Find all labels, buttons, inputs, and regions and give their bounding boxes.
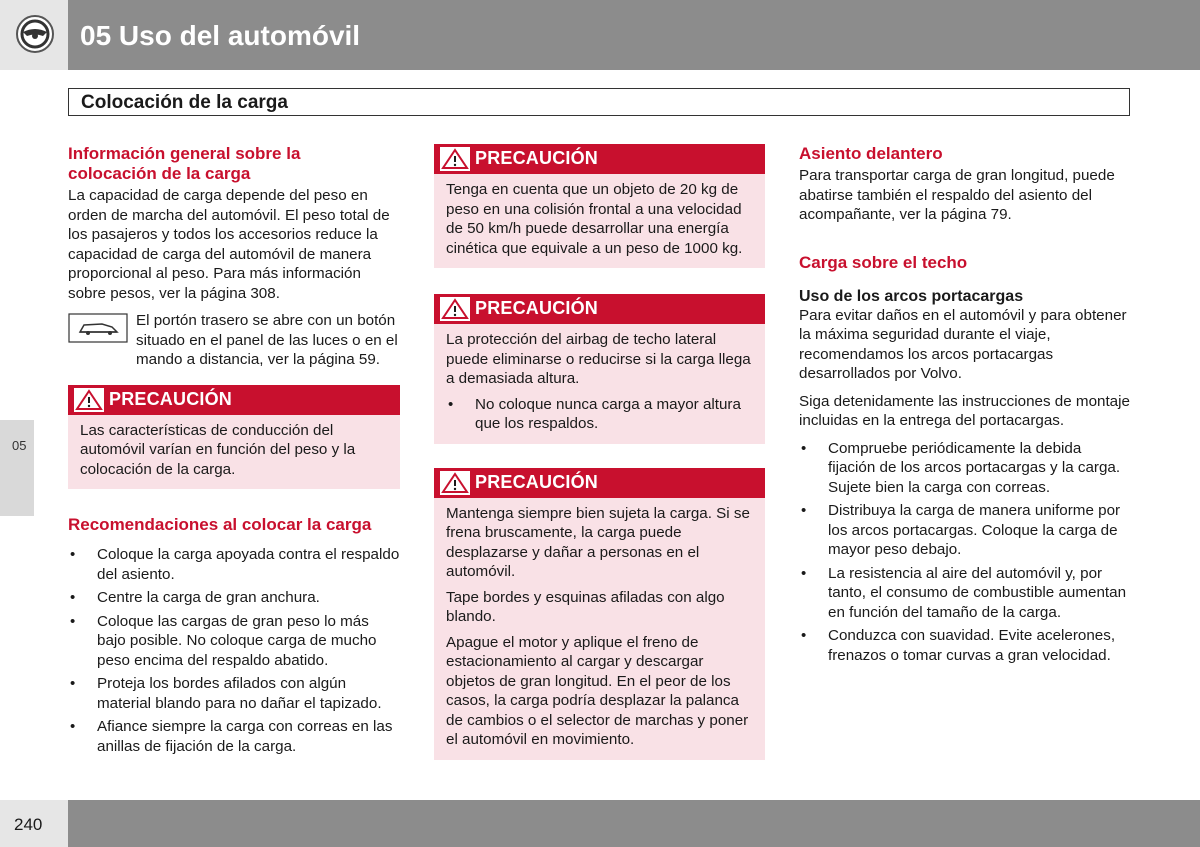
section-title: Colocación de la carga <box>81 92 288 113</box>
warning-triangle-icon <box>440 147 470 171</box>
list-item: • No coloque nunca carga a mayor altura que los respaldos. <box>446 395 753 434</box>
section-title-box <box>68 88 1130 116</box>
heading-general-info: Información general sobre la colocación de la carga <box>68 144 301 183</box>
warning-triangle-icon <box>74 388 104 412</box>
warning-box-secure-load <box>434 468 765 760</box>
warning-box-energy <box>434 144 765 268</box>
warning-header <box>434 144 765 174</box>
warning-text: Tenga en cuenta que un objeto de 20 kg de peso en una colisión frontal a una velocidad de 50 km/h puede desarrollar una energía cinética que equivale a un peso de 1000 kg. <box>446 181 743 257</box>
warning-body <box>68 415 400 490</box>
list-item: • Coloque la carga apoyada contra el respaldo del asiento. <box>68 545 400 584</box>
list-item: • Coloque las cargas de gran peso lo más bajo posible. No coloque carga de mucho peso encima del respaldo abatido. <box>68 612 400 671</box>
warning-body <box>434 324 765 444</box>
warning-box-driving <box>68 385 400 490</box>
warning-title: PRECAUCIÓN <box>475 471 599 492</box>
column-right <box>799 144 1131 665</box>
warning-box-airbag <box>434 294 765 444</box>
recommendations-list <box>68 545 400 756</box>
list-item: • Compruebe periódicamente la debida fijación de los arcos portacargas y la carga. Sujete bien la carga con correas. <box>799 439 1131 498</box>
list-item: • Conduzca con suavidad. Evite acelerones, frenazos o tomar curvas a gran velocidad. <box>799 626 1131 665</box>
warning-text: Apague el motor y aplique el freno de estacionamiento al cargar y descargar objetos de gran longitud. En el peor de los casos, la carga podría desplazar la palanca de cambios o el selector de marchas y poner el automóvil en movimiento. <box>446 633 749 748</box>
list-item: • La resistencia al aire del automóvil y, por tanto, el consumo de combustible aumentan en función del tamaño de la carga. <box>799 564 1131 623</box>
heading-recommendations: Recomendaciones al colocar la carga <box>68 515 372 534</box>
paragraph-front-seat: Para transportar carga de gran longitud, puede abatirse también el respaldo del asiento del acompañante, ver la página 79. <box>799 167 1115 223</box>
paragraph-roof-rails: Para evitar daños en el automóvil y para obtener la máxima seguridad durante el viaje, recomendamos los arcos portacargas desarrollados por Volvo. <box>799 306 1127 382</box>
warning-body <box>434 498 765 760</box>
column-middle <box>434 144 765 760</box>
warning-list <box>446 395 753 434</box>
warning-text: Tape bordes y esquinas afiladas con algo blando. <box>446 588 725 625</box>
tailgate-car-icon <box>68 313 128 343</box>
warning-triangle-icon <box>440 297 470 321</box>
steering-wheel-icon <box>15 14 55 54</box>
chapter-title: 05 Uso del automóvil <box>80 20 361 51</box>
list-item: • Centre la carga de gran anchura. <box>68 588 400 608</box>
warning-title: PRECAUCIÓN <box>475 298 599 318</box>
warning-triangle-icon <box>440 471 470 495</box>
footer-right-area <box>68 800 1200 847</box>
list-item: • Afiance siempre la carga con correas en las anillas de fijación de la carga. <box>68 717 400 756</box>
list-item: • Proteja los bordes afilados con algún material blando para no dañar el tapizado. <box>68 674 400 713</box>
warning-text: Mantenga siempre bien sujeta la carga. Si se frena bruscamente, la carga puede desplazarse y dañar a personas en el automóvil. <box>446 504 750 580</box>
warning-header <box>68 385 400 415</box>
warning-header <box>434 468 765 498</box>
heading-front-seat: Asiento delantero <box>799 144 943 163</box>
warning-text: Las características de conducción del automóvil varían en función del peso y la colocación de la carga. <box>80 421 356 478</box>
heading-roof-load: Carga sobre el techo <box>799 252 968 272</box>
column-left <box>68 144 400 756</box>
warning-header <box>434 294 765 324</box>
heading-roof-rails: Uso de los arcos portacargas <box>799 287 1024 305</box>
warning-body <box>434 174 765 268</box>
tailgate-note <box>68 311 400 370</box>
chapter-side-tab <box>0 420 34 516</box>
warning-text: La protección del airbag de techo lateral puede eliminarse o reducirse si la carga llega a demasiada altura. <box>446 331 751 387</box>
paragraph-instructions: Siga detenidamente las instrucciones de montaje incluidas en la entrega del portacargas. <box>799 392 1130 429</box>
chapter-side-tab-label: 05 <box>12 438 27 453</box>
list-item: • Distribuya la carga de manera uniforme por los arcos portacargas. Coloque la carga de mayor peso debajo. <box>799 501 1131 560</box>
warning-title: PRECAUCIÓN <box>109 388 233 409</box>
warning-title: PRECAUCIÓN <box>475 148 599 168</box>
paragraph-load-capacity: La capacidad de carga depende del peso en orden de marcha del automóvil. El peso total de los pasajeros y todos los accesorios reduce la capacidad de carga del automóvil de manera proporcional al peso. Para más información sobre pesos, ver la página 308. <box>68 187 390 302</box>
roof-load-list <box>799 439 1131 666</box>
page-number: 240 <box>14 815 43 834</box>
paragraph-tailgate: El portón trasero se abre con un botón situado en el panel de las luces o en el mando a distancia, ver la página 59. <box>136 312 398 368</box>
